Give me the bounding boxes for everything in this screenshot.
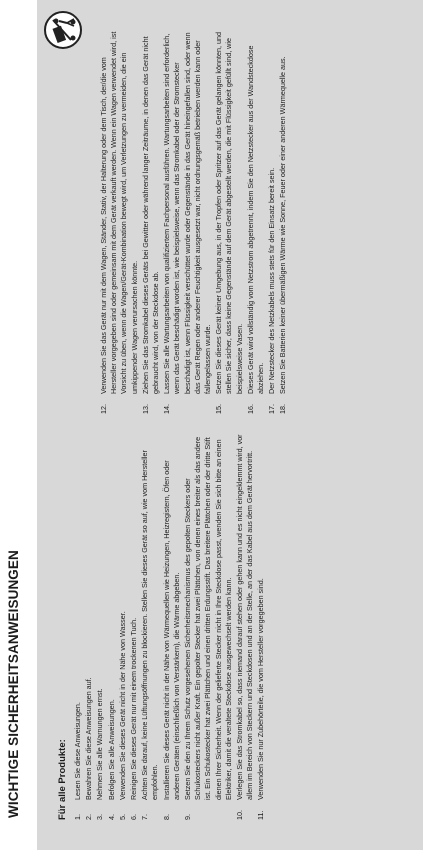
instruction-item [162, 434, 182, 820]
instruction-item [256, 434, 266, 820]
item-text: Lassen Sie alle Wartungsarbeiten von qualifiziertem Fachpersonal ausführen. Wartungsarbeiten sind erforderlich, wenn das Gerät beschädigt worden ist, wie beispielsweise, wenn das Stromkabel oder der Stromstecker beschädigt ist, wenn Flüssigkeit verschüttet wurde oder Gegenstände in das Gerät hineingefallen sind, oder wenn das Gerät Regen oder anderer Feuchtigkeit ausgesetzt war, nicht ordnungsgemäß betrieben werden kann oder fallengelassen wurde. [162, 32, 213, 394]
item-text: Verlegen Sie das Stromkabel so, dass niemand darauf stehen oder gehen kann und es nicht eingeklemmt wird, vor allem im Bereich von Steckern und Steckdosen und an der Stelle, an der das Kabel aus dem Gerät hervortritt. [235, 434, 255, 800]
item-number: 16. [245, 404, 255, 414]
instruction-item [246, 30, 266, 414]
item-number: 12. [99, 404, 108, 414]
item-text: Befolgen Sie alle Anweisungen. [106, 699, 116, 800]
item-number: 13. [140, 404, 150, 414]
item-text: Setzen Sie den zu Ihrem Schutz vorgesehenen Sicherheitsmechanismus des gepolten Steckers oder Schukosteckers nicht außer Kraft. Ein gepolter Stecker hat zwei Plättchen, von denen eines breiter als das andere ist. Ein Schukostecker hat zwei Plättchen und einen dritten Erdungsstift. Das breitere Plättchen oder der dritte Stift dienen Ihrer Sicherheit. Wenn der gelieferte Stecker nicht in Ihre Steckdose passt, wenden Sie sich bitte an einen Elektriker, damit die veraltete Steckdose ausgewechselt werden kann. [183, 436, 233, 800]
instruction-list-right [99, 30, 289, 414]
instruction-item [162, 30, 213, 414]
item-text: Lesen Sie diese Anweisungen. [73, 702, 82, 800]
item-number: 1. [73, 814, 82, 820]
item-number: 14. [162, 404, 172, 414]
item-number: 18. [278, 404, 288, 414]
left-column [51, 434, 268, 820]
instruction-item [278, 30, 288, 414]
instruction-item [107, 434, 117, 820]
instruction-item [183, 434, 234, 820]
item-text: Ziehen Sie das Stromkabel dieses Geräts bei Gewitter oder während langer Zeiträume, in denen das Gerät nicht gebraucht wird, von der Steckdose ab. [140, 36, 161, 394]
item-number: 17. [267, 404, 277, 414]
item-number: 15. [214, 404, 224, 414]
cart-warning-icon [43, 10, 83, 50]
item-number: 2. [84, 814, 94, 820]
instructions-panel [37, 0, 423, 850]
item-number: 4. [106, 814, 116, 820]
item-text: Der Netzstecker des Netzkabels muss stets für den Einsatz bereit sein. [267, 167, 277, 394]
item-number: 11. [256, 810, 266, 820]
right-column [99, 30, 290, 414]
item-text: Reinigen Sie dieses Gerät nur mit einem trockenen Tuch. [129, 617, 139, 800]
item-text: Verwenden Sie das Gerät nur mit dem Wagen, Ständer, Stativ, der Halterung oder dem Tisch, der/die vom Hersteller vorgegeben sind oder gemeinsam mit dem Gerät verkauft werden. Wenn ein Wagen verwendet wird, ist Vorsicht zu üben, wenn die Wagen/Gerät-Kombination bewegt wird, um Verletzungen zu vermeiden, die ein umkippender Wagen verursachen könnte. [99, 31, 139, 394]
instruction-item [118, 434, 128, 820]
item-text: Setzen Sie dieses Gerät keiner Umgebung aus, in der Tropfen oder Spritzer auf das Gerät gelangen könnten, und stellen Sie sicher, dass keine Gegenstände auf dem Gerät abgestellt werden, die mit Flüssigkeit gefüllt sind, wie beispielsweise Vasen. [214, 32, 244, 394]
item-text: Verwenden Sie nur Zubehörteile, die vom Hersteller vorgegeben sind. [256, 578, 266, 800]
instruction-list-left [73, 434, 267, 820]
item-number: 3. [95, 814, 105, 820]
item-text: Dieses Gerät wird vollständig vom Netzstrom abgetrennt, indem Sie den Netzstecker aus der Wandsteckdose abziehen. [245, 45, 266, 394]
section-heading: Für alle Produkte: [57, 739, 68, 820]
instruction-item [95, 434, 105, 820]
instruction-item [235, 434, 255, 820]
instruction-item [73, 434, 83, 820]
item-text: Bewahren Sie diese Anweisungen auf. [84, 677, 94, 800]
instruction-item [141, 30, 161, 414]
item-text: Verwenden Sie dieses Gerät nicht in der Nähe von Wasser. [117, 611, 127, 800]
instruction-item [140, 434, 160, 820]
instruction-item [99, 30, 140, 414]
item-number: 5. [117, 814, 127, 820]
item-text: Setzen Sie Batterien keiner übermäßigen Wärme wie Sonne, Feuer oder einer anderen Wärmequelle aus. [278, 56, 288, 394]
instruction-item [214, 30, 245, 414]
item-text: Installieren Sie dieses Gerät nicht in der Nähe von Wärmequellen wie Heizungen, Heizregistern, Öfen oder anderen Geräten (einschließlich von Verstärkern), die Wärme abgeben. [161, 460, 181, 800]
item-text: Achten Sie darauf, keine Lüftungsöffnungen zu blockieren. Stellen Sie dieses Gerät so auf, wie vom Hersteller empfohlen. [140, 450, 160, 800]
item-number: 8. [161, 814, 171, 820]
item-text: Nehmen Sie alle Warnungen ernst. [95, 688, 105, 800]
instruction-item [129, 434, 139, 820]
item-number: 7. [140, 814, 150, 820]
instruction-item [84, 434, 94, 820]
item-number: 10. [235, 810, 245, 820]
item-number: 9. [183, 814, 193, 820]
instruction-item [267, 30, 277, 414]
item-number: 6. [129, 814, 139, 820]
page-title: WICHTIGE SICHERHEITSANWEISUNGEN [6, 550, 21, 818]
